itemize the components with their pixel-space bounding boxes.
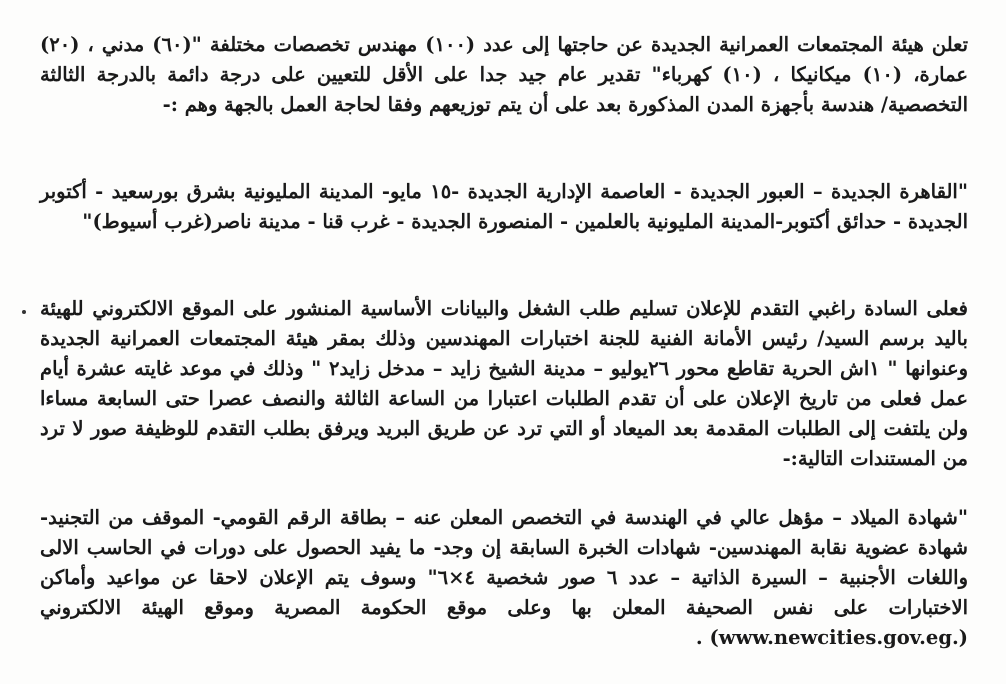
cities-list-paragraph: "القاهرة الجديدة – العبور الجديدة - العاصمة الإدارية الجديدة -١٥ مايو- المدينة المليونية بشرق بورسعيد - أكتوبر الجديدة - حدائق أكتوبر-المدينة المليونية بالعلمين - المنصورة الجديدة - غرب قنا - مدينة ناصر(غرب أسيوط)" — [40, 180, 968, 233]
application-instructions-paragraph: فعلى السادة راغبي التقدم للإعلان تسليم طلب الشغل والبيانات الأساسية المنشور على الموقع الالكتروني للهيئة باليد برسم السيد/ رئيس الأمانة الفنية للجنة اختبارات المهندسين وذلك بمقر هيئة المجتمعات العمرانية الجديدة وعنوانها " ١اش الحرية تقاطع محور ٢٦يوليو – مدينة الشيخ زايد – مدخل زايد٢ " وذلك في موعد غايته عشرة أيام عمل فعلى من تاريخ الإعلان على أن تقدم الطلبات اعتبارا من الساعة الثالثة والنصف عصرا حتى السابعة مساءا ولن يلتفت إلى الطلبات المقدمة بعد الميعاد أو التي ترد عن طريق البريد ويرفق بطلب التقدم للوظيفة صور لا ترد من المستندات التالية:- — [40, 297, 968, 470]
announcement-intro-paragraph: تعلن هيئة المجتمعات العمرانية الجديدة عن حاجتها إلى عدد (١٠٠) مهندس تخصصات مختلفة "(٦٠) مدني ، (٢٠) عمارة، (١٠) ميكانيكا ، (١٠) كهرباء" تقدير عام جيد جدا على الأقل للتعيين على درجة دائمة بالدرجة الثالثة التخصصية/ هندسة بأجهزة المدن المذكورة بعد على أن يتم توزيعهم وفقا لحاجة العمل بالجهة وهم :- — [40, 33, 969, 116]
required-documents-closing: ) . — [695, 626, 719, 649]
required-documents-paragraph — [40, 503, 968, 653]
required-documents-text: "شهادة الميلاد – مؤهل عالي في الهندسة في التخصص المعلن عنه – بطاقة الرقم القومي- الموقف من التجنيد- شهادة عضوية نقابة المهندسين- شهادات الخبرة السابقة إن وجد- ما يفيد الحصول على دورات في الحاسب الالى واللغات الأجنبية – السيرة الذاتية – عدد ٦ صور شخصية ٤×٦" وسوف يتم الإعلان لاحقا عن مواعيد وأماكن الاختبارات على نفس الصحيفة المعلن بها وعلى موقع الحكومة المصرية وموقع الهيئة الالكتروني ( — [40, 506, 968, 649]
website-url: www.newcities.gov.eg. — [718, 626, 959, 649]
scan-speck-mark — [22, 310, 26, 314]
